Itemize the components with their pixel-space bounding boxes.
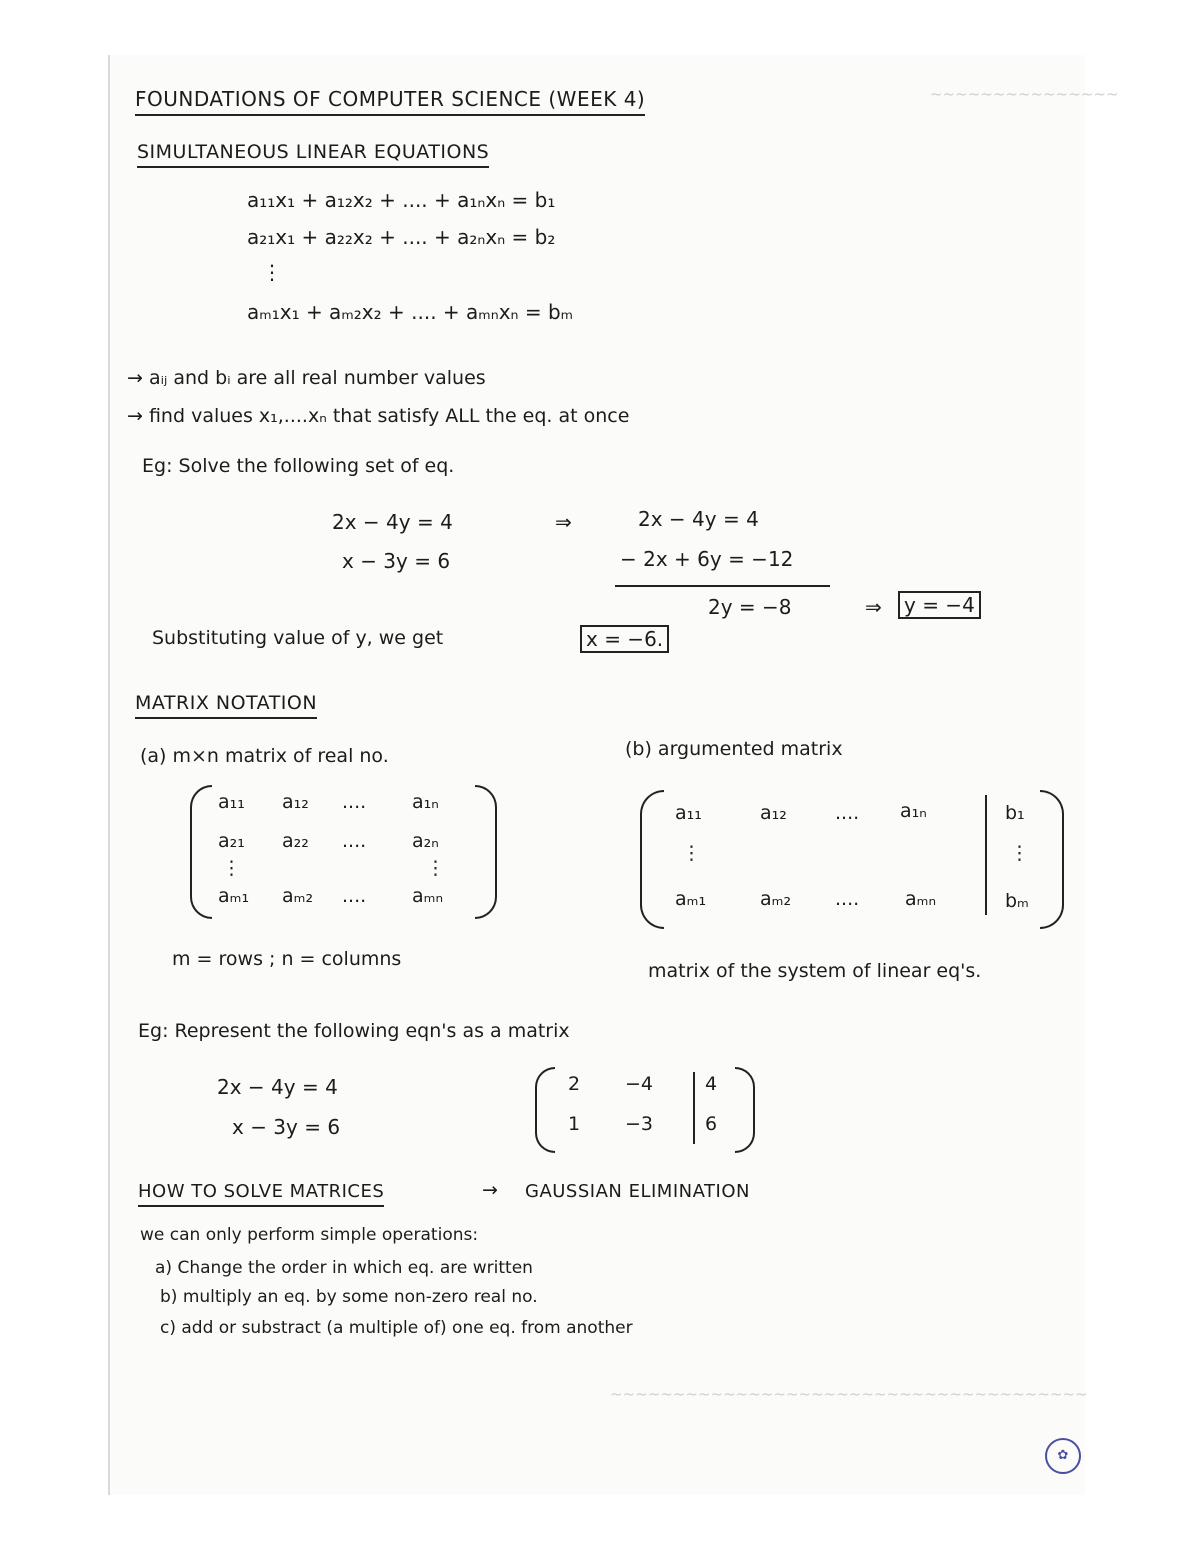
matrix-a-cell: a₁₂ [282,791,309,813]
section-heading-solve-matrices: HOW TO SOLVE MATRICES [138,1181,384,1207]
example1-work1: 2x − 4y = 4 [638,507,759,531]
matrix-a-cell: aₘₙ [412,885,444,907]
matrix-b-caption: matrix of the system of linear eq's. [648,960,982,982]
matrix-b-cell: a₁₁ [675,802,702,824]
matrix-a-cell: a₂ₙ [412,830,439,852]
note-satisfy-all: → find values x₁,....xₙ that satisfy ALL the eq. at once [127,405,630,427]
example1-result: 2y = −8 [708,595,792,619]
equation-row-m: aₘ₁x₁ + aₘ₂x₂ + .... + aₘₙxₙ = bₘ [247,300,574,324]
right-paren [735,1067,755,1153]
matrix-b-cell: .... [835,802,860,824]
matrix-a-caption: m = rows ; n = columns [172,948,402,970]
operation-a: a) Change the order in which eq. are written [155,1258,533,1278]
matrix-b-cell: a₁ₙ [900,800,927,822]
subtraction-line [615,585,830,587]
right-paren [475,785,497,919]
matrix-a-cell: ⋮ [426,857,445,879]
note-real-values: → aᵢⱼ and bᵢ are all real number values [127,367,486,389]
notebook-page [108,55,1119,1495]
augment-bar [985,795,987,915]
implies-arrow: ⇒ [555,510,572,534]
right-paren [1040,790,1064,929]
matrix-b-cell: b₁ [1005,802,1025,824]
equation-row-2: a₂₁x₁ + a₂₂x₂ + .... + a₂ₙxₙ = b₂ [247,225,556,249]
implies-arrow-2: ⇒ [865,595,882,619]
bleed-through-text: ~~~~~~~~~~~~~~~~~~~~~~~~~~~~~~~~~~~~~~ [610,1385,1088,1403]
matrix-a [190,785,500,925]
operation-b: b) multiply an eq. by some non-zero real no. [160,1287,538,1307]
example2-matrix-cell: −4 [625,1073,654,1095]
example1-eq2: x − 3y = 6 [342,549,451,573]
section-heading-matrix-notation: MATRIX NOTATION [135,692,317,719]
equation-vdots: ⋮ [262,260,282,284]
matrix-a-cell: aₘ₁ [218,885,250,907]
left-paren [535,1067,555,1153]
example1-prompt: Eg: Solve the following set of eq. [142,455,455,477]
matrix-b-cell: ⋮ [682,842,701,864]
operations-intro: we can only perform simple operations: [140,1225,479,1245]
example2-eq1: 2x − 4y = 4 [217,1075,338,1099]
matrix-b-cell: bₘ [1005,890,1029,912]
section-heading-linear-equations: SIMULTANEOUS LINEAR EQUATIONS [137,141,489,168]
example2-matrix-cell: 6 [705,1113,718,1135]
x-value-box: x = −6. [580,625,669,653]
example2-matrix-cell: 2 [568,1073,581,1095]
matrix-b-cell: aₘ₁ [675,888,707,910]
example2-matrix [535,1067,765,1157]
matrix-a-cell: aₘ₂ [282,885,314,907]
matrix-b-cell: ⋮ [1010,842,1029,864]
matrix-b-label: (b) argumented matrix [625,738,843,760]
matrix-b [640,790,1070,930]
matrix-b-cell: aₘ₂ [760,888,792,910]
y-value-box: y = −4 [898,591,981,619]
example1-work2: − 2x + 6y = −12 [620,547,794,571]
matrix-b-cell: .... [835,888,860,910]
left-paren [190,785,212,919]
matrix-a-cell: .... [342,885,367,907]
equation-row-1: a₁₁x₁ + a₁₂x₂ + .... + a₁ₙxₙ = b₁ [247,188,556,212]
matrix-a-cell: a₂₁ [218,830,245,852]
example1-eq1: 2x − 4y = 4 [332,510,453,534]
matrix-b-cell: aₘₙ [905,888,937,910]
substitution-text: Substituting value of y, we get [152,627,444,649]
gaussian-elimination-label: GAUSSIAN ELIMINATION [525,1181,750,1202]
example2-matrix-cell: 1 [568,1113,581,1135]
arrow-right-icon: → [482,1179,498,1201]
matrix-a-label: (a) m×n matrix of real no. [140,745,389,767]
page-title: FOUNDATIONS OF COMPUTER SCIENCE (WEEK 4) [135,87,645,116]
matrix-a-cell: .... [342,830,367,852]
matrix-b-cell: a₁₂ [760,802,787,824]
stamp-logo-icon: ✿ [1045,1438,1081,1474]
matrix-a-cell: ⋮ [222,857,241,879]
bleed-through-text: ~~~~~~~~~~~~~~~ [930,85,1119,103]
left-paren [640,790,664,929]
matrix-a-cell: .... [342,791,367,813]
example2-eq2: x − 3y = 6 [232,1115,341,1139]
example2-matrix-cell: 4 [705,1073,718,1095]
example2-matrix-cell: −3 [625,1113,654,1135]
operation-c: c) add or substract (a multiple of) one eq. from another [160,1318,633,1338]
augment-bar [693,1072,695,1144]
matrix-a-cell: a₁₁ [218,791,245,813]
matrix-a-cell: a₁ₙ [412,791,439,813]
matrix-a-cell: a₂₂ [282,830,309,852]
example2-prompt: Eg: Represent the following eqn's as a matrix [138,1020,570,1042]
